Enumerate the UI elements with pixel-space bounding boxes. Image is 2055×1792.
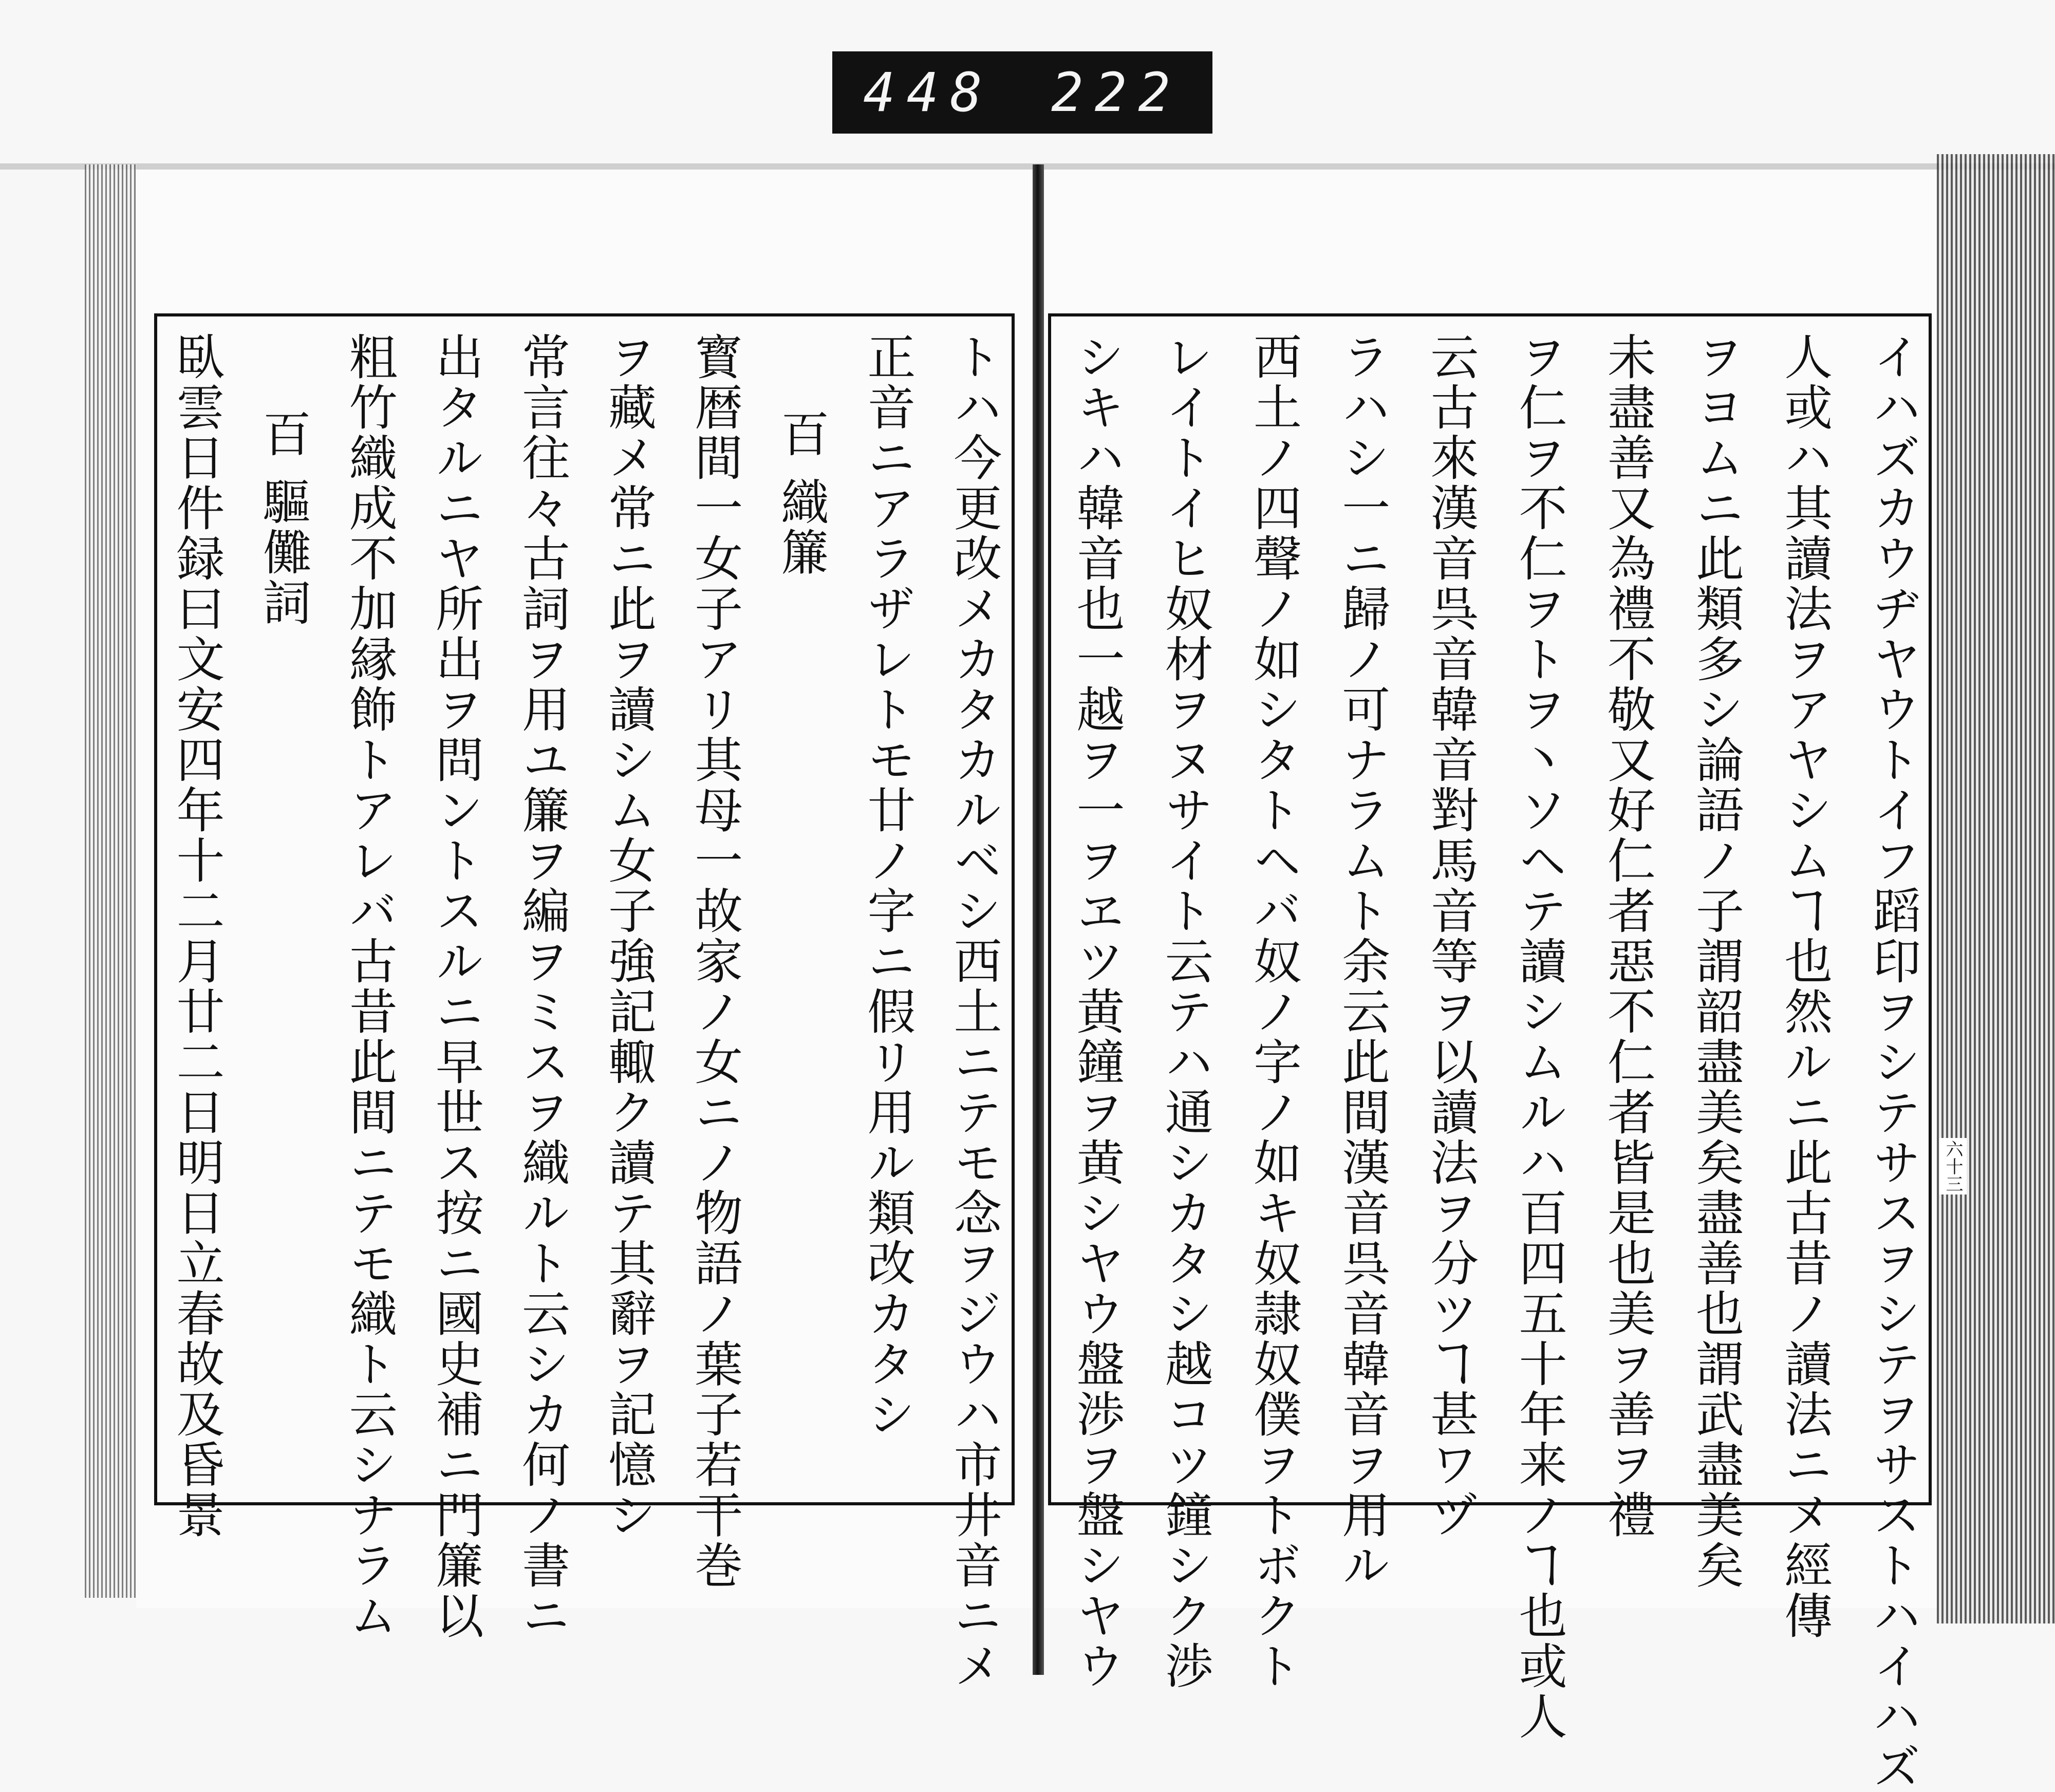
page-folio-number: 六十三 xyxy=(1939,1138,1967,1194)
right-column-4: 未盡善又為禮不敬又好仁者惡不仁者皆是也美ヲ善ヲ禮 xyxy=(1599,332,1655,1540)
left-column-1: トハ今更改メカタカルベシ西土ニテモ念ヲジウハ市井音ニメ xyxy=(945,332,1001,1691)
left-column-2: 正音ニアラザレトモ廿ノ字ニ假リ用ル類改カタシ xyxy=(858,332,915,1440)
left-page-edges xyxy=(85,164,136,1598)
left-heading-2: 百 驅儺詞 xyxy=(254,409,311,628)
catalog-label xyxy=(832,51,1212,134)
label-right-number: 222 xyxy=(1051,61,1182,124)
left-column-8: 粗竹織成不加縁飾トアレバ古昔此間ニテモ織ト云シナラム xyxy=(341,332,397,1641)
left-column-6: 常言往々古詞ヲ用ユ簾ヲ編ヲミスヲ織ルト云シカ何ノ書ニ xyxy=(513,332,570,1641)
label-left-number: 448 xyxy=(863,61,994,124)
right-column-2: 人或ハ其讀法ヲアヤシムヿ也然ルニ此古昔ノ讀法ニメ經傳 xyxy=(1776,332,1832,1641)
book-top-edge xyxy=(0,163,2055,170)
right-column-5: ヲ仁ヲ不仁ヲトヲ丶ソヘテ讀シムルハ百四五十年来ノヿ也或人 xyxy=(1510,332,1567,1742)
left-column-5: ヲ藏メ常ニ此ヲ讀シム女子強記輙ク讀テ其辭ヲ記憶シ xyxy=(600,332,656,1540)
left-column-4: 寳暦間一女子アリ其母一故家ノ女ニノ物語ノ葉子若干巻 xyxy=(686,332,742,1591)
right-text-frame xyxy=(1048,313,1932,1792)
right-column-7: ラハシ一ニ歸ノ可ナラムト余云此間漢音呉音韓音ヲ用ル xyxy=(1333,332,1390,1591)
left-column-10: 臥雲日件録曰文安四年十二月廿二日明日立春故及昏景 xyxy=(168,332,224,1540)
right-column-9: レイトイヒ奴材ヲヌサイト云テハ通シカタシ越コツ鐘シク渉 xyxy=(1156,332,1213,1691)
left-text-frame xyxy=(154,313,1015,1691)
left-heading-1: 百 織簾 xyxy=(772,409,829,577)
right-column-6: 云古來漢音呉音韓音對馬音等ヲ以讀法ヲ分ツヿ甚ワヅ xyxy=(1422,332,1478,1540)
book-spine xyxy=(1033,164,1044,1675)
right-column-8: 西土ノ四聲ノ如シタトヘバ奴ノ字ノ如キ奴隷奴僕ヲトボクト xyxy=(1245,332,1301,1691)
right-column-1: イハズカウヂヤウトイフ蹈印ヲシテサスヲシテヲサストハイハズ xyxy=(1864,332,1920,1792)
right-column-10: シキハ韓音也一越ヲ一ヲヱツ黄鐘ヲ黄シヤウ盤渉ヲ盤シヤウ xyxy=(1068,332,1124,1691)
left-column-7: 出タルニヤ所出ヲ問ントスルニ早世ス按ニ國史補ニ門簾以 xyxy=(427,332,483,1641)
right-page-edges xyxy=(1937,154,2055,1623)
right-column-3: ヲヨムニ此類多シ論語ノ子謂韶盡美矣盡善也謂武盡美矣 xyxy=(1687,332,1744,1591)
